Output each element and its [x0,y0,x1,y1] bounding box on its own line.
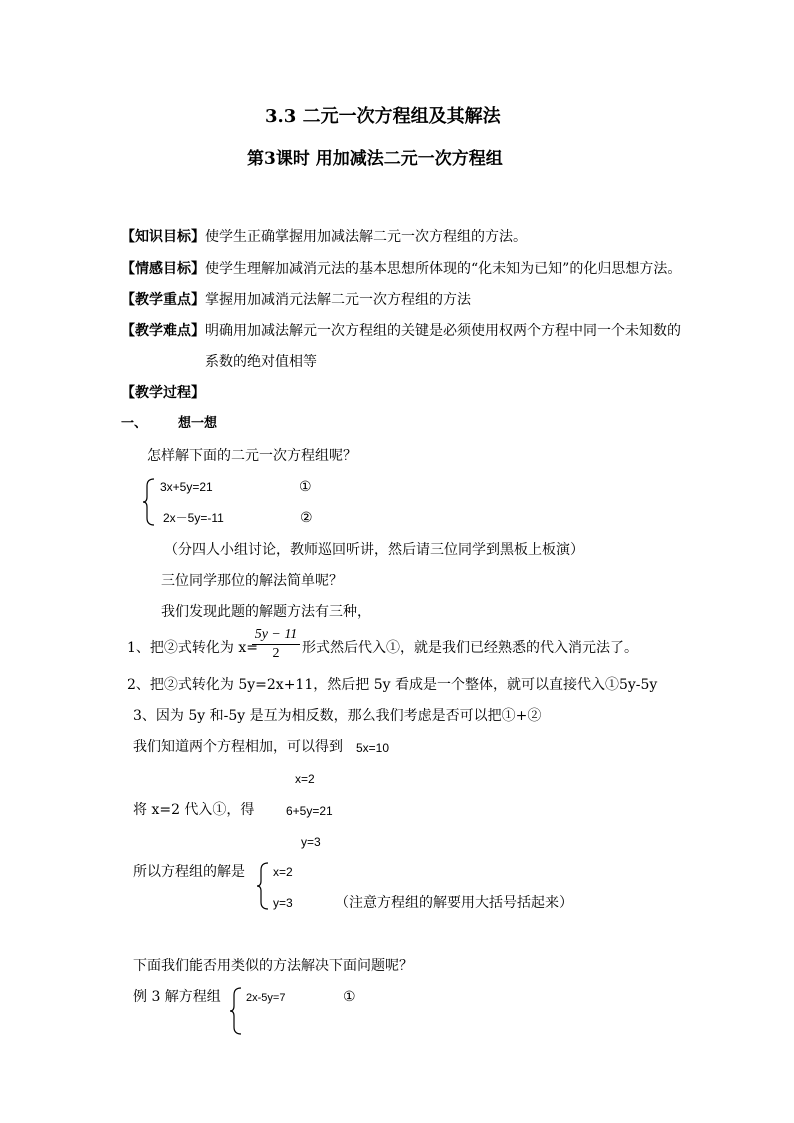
difficulty-text-continued: 系数的绝对值相等 [205,354,317,370]
system1-brace [142,478,156,526]
method-1-suffix: 形式然后代入①，就是我们已经熟悉的代入消元法了。 [302,640,638,656]
knowledge-goal [121,229,527,245]
emotion-goal-text: 使学生理解加减消元法的基本思想所体现的“化未知为已知”的化归思想方法。 [205,261,682,277]
solution-x: x=2 [273,865,293,879]
key-point-text: 掌握用加减消元法解二元一次方程组的方法 [205,292,471,308]
substitute-equation: 6+5y=21 [286,804,333,818]
solution-y: y=3 [273,896,293,910]
fraction-denominator: 2 [272,646,280,661]
add-equations-text: 我们知道两个方程相加，可以得到 [133,739,343,755]
lesson-subtitle: 第3课时 用加减法二元一次方程组 [247,149,503,169]
key-point [121,292,471,308]
y-value: y=3 [301,835,321,849]
system1-equation-1: 3x+5y=21 [160,480,213,494]
knowledge-goal-text: 使学生正确掌握用加减法解二元一次方程组的方法。 [205,229,527,245]
section-number: 一、 [121,416,148,431]
substitute-text: 将 x=2 代入①，得 [133,802,255,818]
solution-label: 所以方程组的解是 [133,864,245,880]
method-2-text: 2、把②式转化为 5y=2x+11，然后把 5y 看成是一个整体，就可以直接代入①5y-5y [127,677,658,693]
intro-question: 怎样解下面的二元一次方程组呢？ [147,448,357,464]
method-1-fraction [252,626,300,663]
system1-mark-1: ① [299,479,312,495]
example-3-brace [229,987,243,1035]
next-question: 下面我们能否用类似的方法解决下面问题呢？ [133,958,413,974]
difficulty-label: 【教学难点】 [121,323,205,339]
brace-note: （注意方程组的解要用大括号括起来） [335,895,573,911]
x-value: x=2 [295,772,315,786]
example-3-mark-1: ① [343,989,356,1005]
section-title: 想一想 [178,416,218,431]
system1-equation-2: 2x－5y=-11 [163,511,224,525]
simple-method-question: 三位同学那位的解法简单呢？ [161,573,343,589]
three-methods-text: 我们发现此题的解题方法有三种， [161,604,371,620]
system1-mark-2: ② [300,510,313,526]
page-title: 3.3 二元一次方程组及其解法 [265,106,501,127]
emotion-goal [121,261,681,277]
add-result: 5x=10 [356,741,390,755]
example-3-equation-1: 2x-5y=7 [246,992,286,1004]
example-3-label: 例 3 解方程组 [133,989,221,1005]
key-point-label: 【教学重点】 [121,292,205,308]
solution-brace [256,862,270,910]
teaching-process-label: 【教学过程】 [121,385,205,401]
method-3-text: 3、因为 5y 和-5y 是互为相反数，那么我们考虑是否可以把①+② [133,708,542,724]
emotion-goal-label: 【情感目标】 [121,261,205,277]
method-1-prefix: 1、把②式转化为 x= [127,640,258,656]
difficulty-text: 明确用加减法解元一次方程组的关键是必须使用权两个方程中同一个未知数的 [205,323,681,339]
discussion-note: （分四人小组讨论，教师巡回听讲，然后请三位同学到黑板上板演） [164,542,584,558]
knowledge-goal-label: 【知识目标】 [121,229,205,245]
fraction-numerator: 5y − 11 [252,626,300,645]
difficulty-point [121,323,681,339]
